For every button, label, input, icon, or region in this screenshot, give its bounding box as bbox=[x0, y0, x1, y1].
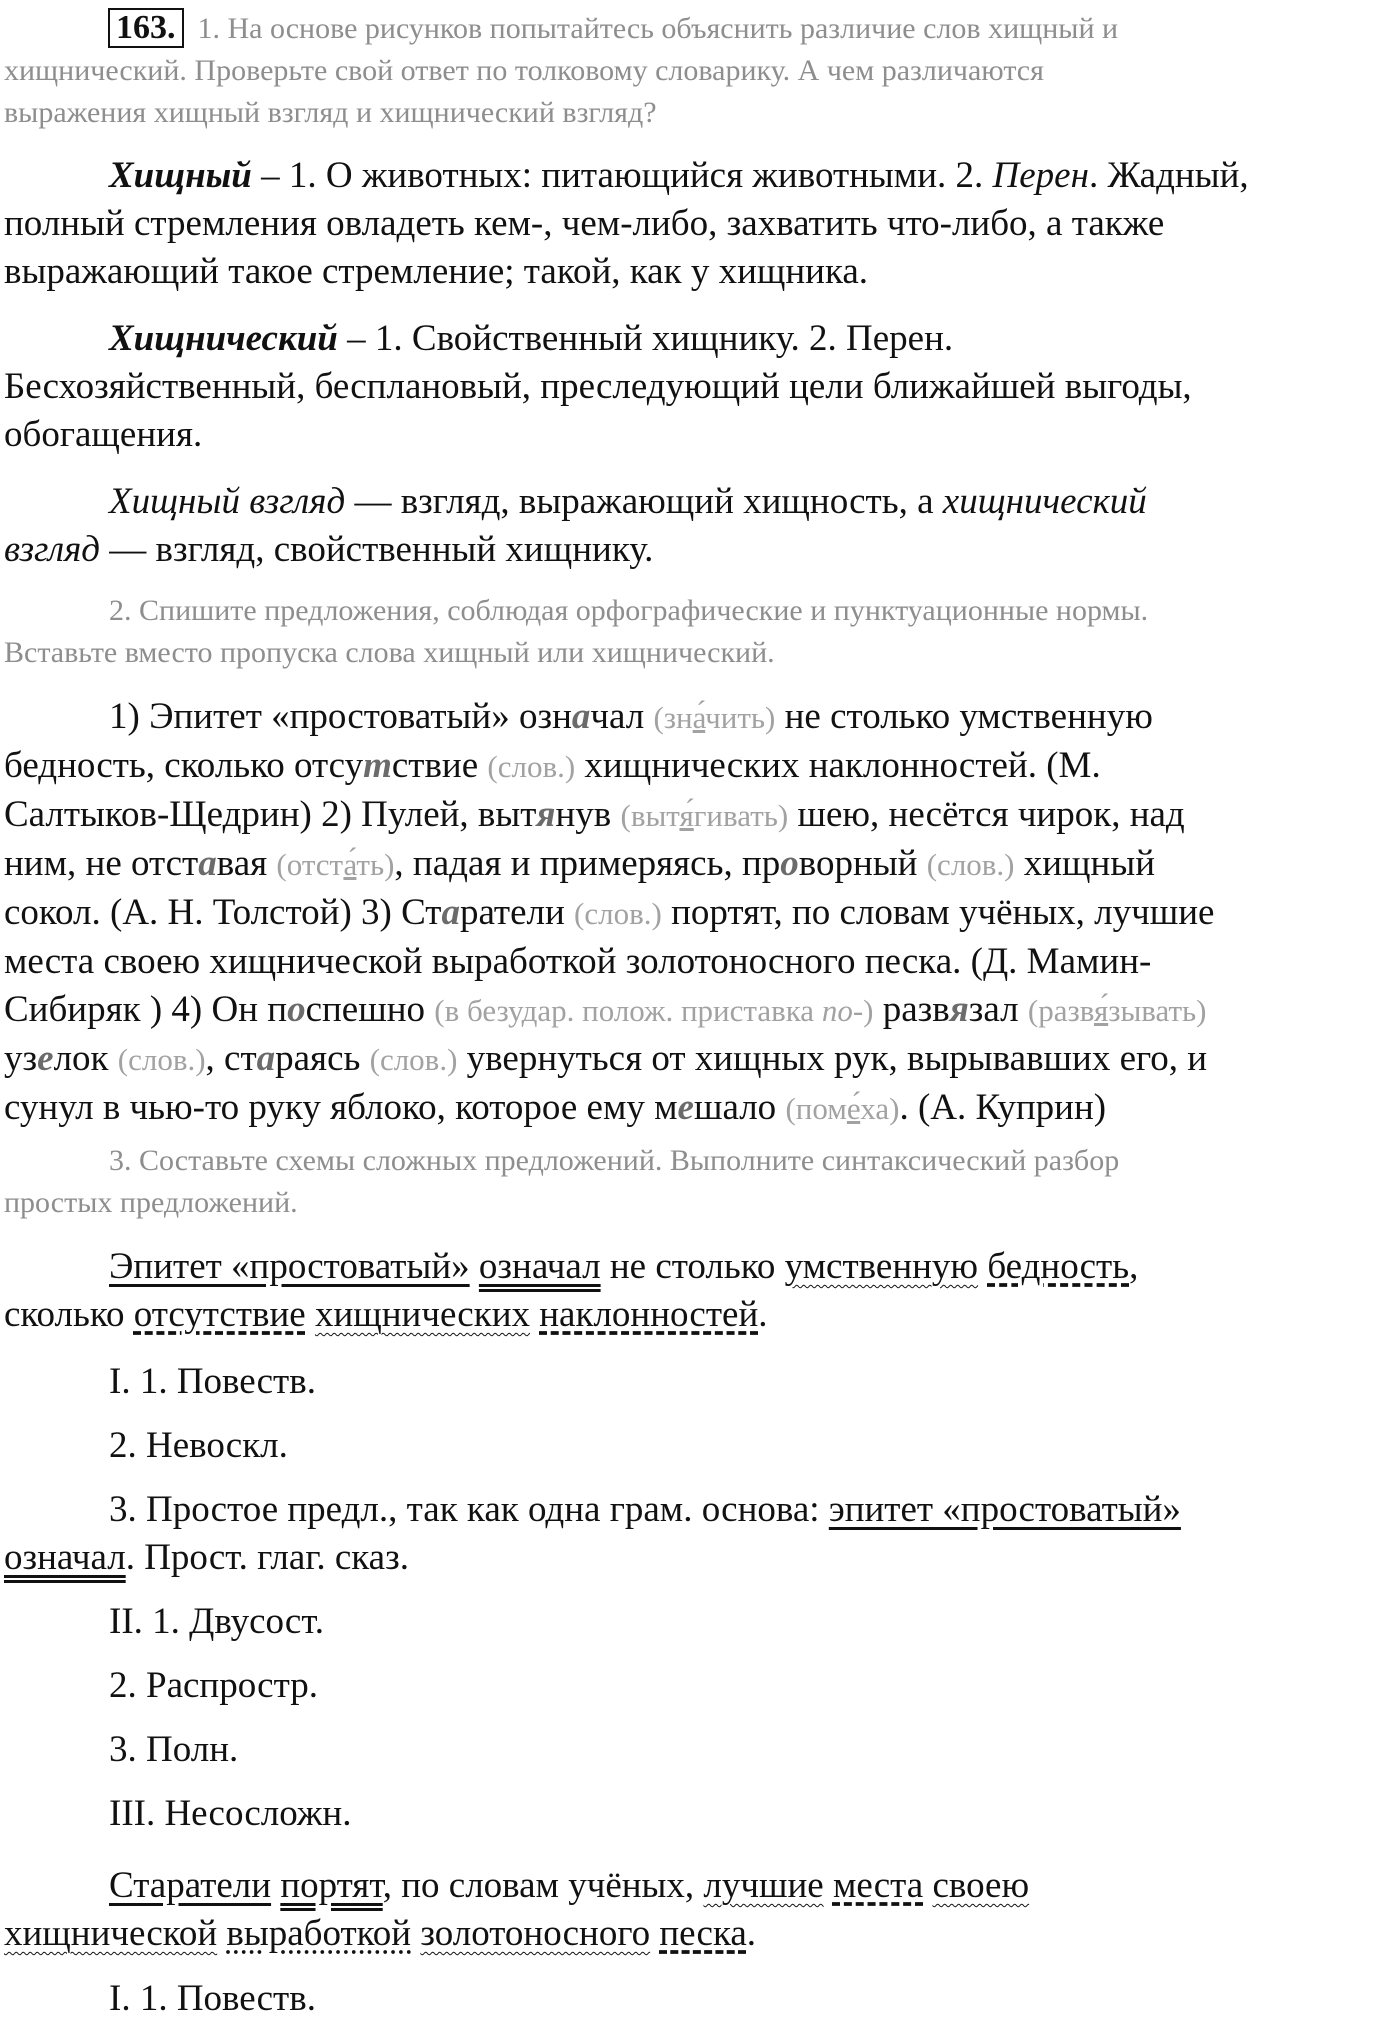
task-3: 3. Составьте схемы сложных предложений. Выполните синтаксический разбор простых предложений. bbox=[4, 1144, 1120, 1219]
analysis-1: III. Несосложн. bbox=[109, 1793, 352, 1834]
analysis-1: I. 1. Повеств. bbox=[109, 1361, 316, 1402]
analysis-1: 3. Полн. bbox=[109, 1729, 239, 1770]
analysis-1: 2. Невоскл. bbox=[109, 1425, 288, 1466]
analysis-1: II. 1. Двусост. bbox=[109, 1601, 324, 1642]
term: Хищнический bbox=[109, 318, 338, 359]
task-1-line: хищнический. Проверьте свой ответ по толковому словарику. А чем различаются bbox=[4, 54, 1044, 87]
task-2: 2. Спишите предложения, соблюдая орфографические и пунктуационные нормы. Вставьте вместо пропуска слова хищный или хищнический. bbox=[4, 594, 1149, 669]
definition-khishchnichesky: Хищнический – 1. Свойственный хищнику. 2. Перен. Бесхозяйственный, бесплановый, преследующий цели ближайшей выгоды, обогащения. bbox=[4, 318, 1192, 455]
task-1 bbox=[4, 8, 1394, 134]
task-1-line: выражения хищный взгляд и хищнический взгляд? bbox=[4, 96, 657, 129]
analysis-1: 3. Простое предл., так как одна грам. основа: эпитет «простоватый» означал. Прост. глаг. сказ. bbox=[4, 1489, 1181, 1578]
analysis-2: I. 1. Повеств. bbox=[109, 1978, 316, 2019]
task-1-line: 1. На основе рисунков попытайтесь объяснить различие слов хищный и bbox=[197, 12, 1119, 45]
parsed-sentence-1: Эпитет «простоватый» означал не столько умственную бедность, сколько отсутствие хищнических наклонностей. bbox=[4, 1246, 1139, 1335]
analysis-1: 2. Распростр. bbox=[109, 1665, 318, 1706]
parsed-sentence-2: Старатели портят, по словам учёных, лучшие места своею хищнической выработкой золотоносного песка. bbox=[4, 1865, 1030, 1954]
sentences: 1) Эпитет «простоватый» означал (зна́чить) не столько умственную бедность, сколько отсутствие (слов.) хищнических наклонностей. (М. Салтыков-Щедрин) 2) Пулей, вытянув (вытя́гивать) шею, несётся чирок, над ним, не отставая (отста́ть), падая и примеряясь, проворный (слов.) хищный сокол. (А. Н. Толстой) 3) Старатели (слов.) портят, по словам учёных, лучшие места своею хищнической выработкой золотоносного песка. (Д. Мамин- Сибиряк ) 4) Он поспешно (в безудар. полож. приставка по-) развязал (развя́зывать) узелок (слов.), стараясь (слов.) увернуться от хищных рук, вырывавших его, и сунул в чью-то руку яблоко, которое ему мешало (поме́ха). (А. Куприн) bbox=[4, 696, 1215, 1128]
definition-khishchny: Хищный – 1. О животных: питающийся животными. 2. Перен. Жадный, полный стремления овладеть кем-, чем-либо, захватить что-либо, а также выражающий такое стремление; такой, как у хищника. bbox=[4, 155, 1249, 292]
term: Хищный bbox=[109, 155, 252, 196]
difference-explanation: Хищный взгляд — взгляд, выражающий хищность, а хищнический взгляд — взгляд, свойственный хищнику. bbox=[4, 481, 1147, 570]
exercise-number: 163. bbox=[108, 8, 184, 48]
